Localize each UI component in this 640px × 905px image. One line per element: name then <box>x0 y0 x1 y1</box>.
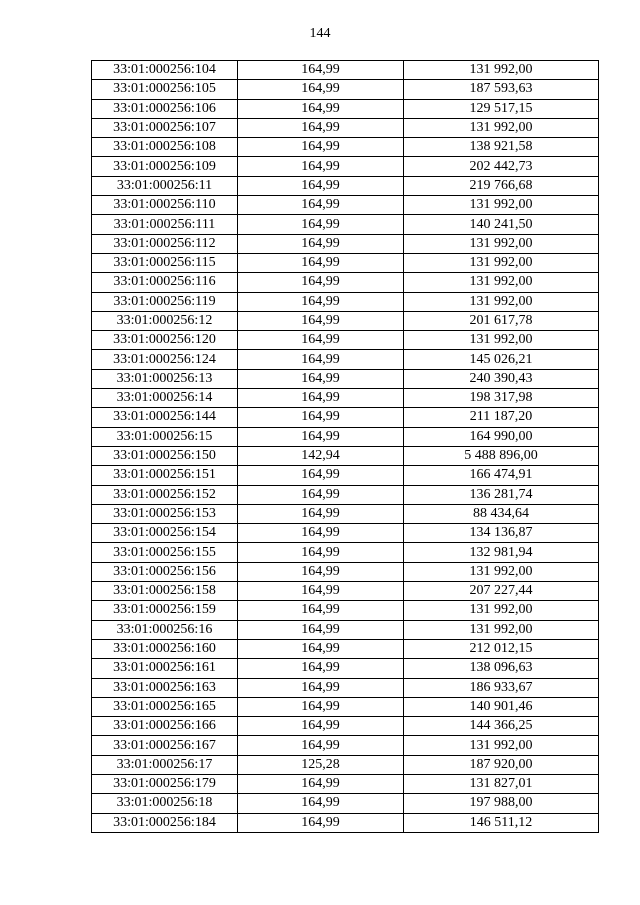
value-cell: 140 901,46 <box>404 697 599 716</box>
table-row <box>92 176 599 195</box>
value-cell: 212 012,15 <box>404 639 599 658</box>
table-row <box>92 620 599 639</box>
table-row <box>92 408 599 427</box>
cadastral-number-cell: 33:01:000256:165 <box>92 697 238 716</box>
value-cell: 211 187,20 <box>404 408 599 427</box>
area-cell: 164,99 <box>238 736 404 755</box>
value-cell: 131 992,00 <box>404 562 599 581</box>
area-cell: 164,99 <box>238 813 404 832</box>
table-row <box>92 369 599 388</box>
cadastral-number-cell: 33:01:000256:109 <box>92 157 238 176</box>
table-row <box>92 774 599 793</box>
table-row <box>92 562 599 581</box>
value-cell: 219 766,68 <box>404 176 599 195</box>
cadastral-number-cell: 33:01:000256:161 <box>92 659 238 678</box>
value-cell: 129 517,15 <box>404 99 599 118</box>
table-row <box>92 639 599 658</box>
cadastral-number-cell: 33:01:000256:11 <box>92 176 238 195</box>
value-cell: 131 992,00 <box>404 253 599 272</box>
value-cell: 187 593,63 <box>404 80 599 99</box>
cadastral-number-cell: 33:01:000256:17 <box>92 755 238 774</box>
area-cell: 142,94 <box>238 446 404 465</box>
table-row <box>92 697 599 716</box>
table-row <box>92 118 599 137</box>
cadastral-number-cell: 33:01:000256:110 <box>92 196 238 215</box>
value-cell: 131 992,00 <box>404 196 599 215</box>
cadastral-number-cell: 33:01:000256:119 <box>92 292 238 311</box>
cadastral-number-cell: 33:01:000256:144 <box>92 408 238 427</box>
area-cell: 125,28 <box>238 755 404 774</box>
value-cell: 138 921,58 <box>404 138 599 157</box>
area-cell: 164,99 <box>238 774 404 793</box>
table-row <box>92 389 599 408</box>
cadastral-number-cell: 33:01:000256:159 <box>92 601 238 620</box>
cadastral-number-cell: 33:01:000256:18 <box>92 794 238 813</box>
value-cell: 138 096,63 <box>404 659 599 678</box>
table-row <box>92 350 599 369</box>
cadastral-number-cell: 33:01:000256:156 <box>92 562 238 581</box>
area-cell: 164,99 <box>238 678 404 697</box>
cadastral-number-cell: 33:01:000256:167 <box>92 736 238 755</box>
table-row <box>92 215 599 234</box>
cadastral-number-cell: 33:01:000256:158 <box>92 582 238 601</box>
area-cell: 164,99 <box>238 369 404 388</box>
cadastral-number-cell: 33:01:000256:151 <box>92 466 238 485</box>
cadastral-number-cell: 33:01:000256:13 <box>92 369 238 388</box>
cadastral-number-cell: 33:01:000256:179 <box>92 774 238 793</box>
area-cell: 164,99 <box>238 331 404 350</box>
table-row <box>92 99 599 118</box>
table-row <box>92 582 599 601</box>
table-row <box>92 659 599 678</box>
value-cell: 131 827,01 <box>404 774 599 793</box>
cadastral-table <box>91 60 599 833</box>
value-cell: 136 281,74 <box>404 485 599 504</box>
cadastral-number-cell: 33:01:000256:108 <box>92 138 238 157</box>
area-cell: 164,99 <box>238 118 404 137</box>
area-cell: 164,99 <box>238 524 404 543</box>
area-cell: 164,99 <box>238 504 404 523</box>
table-row <box>92 427 599 446</box>
value-cell: 131 992,00 <box>404 736 599 755</box>
area-cell: 164,99 <box>238 196 404 215</box>
area-cell: 164,99 <box>238 389 404 408</box>
value-cell: 88 434,64 <box>404 504 599 523</box>
value-cell: 164 990,00 <box>404 427 599 446</box>
table-body <box>92 61 599 833</box>
cadastral-number-cell: 33:01:000256:16 <box>92 620 238 639</box>
value-cell: 202 442,73 <box>404 157 599 176</box>
value-cell: 131 992,00 <box>404 601 599 620</box>
table-row <box>92 736 599 755</box>
area-cell: 164,99 <box>238 408 404 427</box>
cadastral-number-cell: 33:01:000256:154 <box>92 524 238 543</box>
table-row <box>92 485 599 504</box>
area-cell: 164,99 <box>238 99 404 118</box>
page-number: 144 <box>309 26 331 41</box>
area-cell: 164,99 <box>238 292 404 311</box>
cadastral-number-cell: 33:01:000256:111 <box>92 215 238 234</box>
area-cell: 164,99 <box>238 157 404 176</box>
table-row <box>92 466 599 485</box>
area-cell: 164,99 <box>238 697 404 716</box>
value-cell: 240 390,43 <box>404 369 599 388</box>
cadastral-number-cell: 33:01:000256:155 <box>92 543 238 562</box>
cadastral-number-cell: 33:01:000256:184 <box>92 813 238 832</box>
table-row <box>92 311 599 330</box>
cadastral-number-cell: 33:01:000256:160 <box>92 639 238 658</box>
value-cell: 134 136,87 <box>404 524 599 543</box>
table-row <box>92 292 599 311</box>
area-cell: 164,99 <box>238 350 404 369</box>
table-row <box>92 80 599 99</box>
area-cell: 164,99 <box>238 543 404 562</box>
cadastral-number-cell: 33:01:000256:115 <box>92 253 238 272</box>
value-cell: 140 241,50 <box>404 215 599 234</box>
area-cell: 164,99 <box>238 138 404 157</box>
value-cell: 132 981,94 <box>404 543 599 562</box>
value-cell: 198 317,98 <box>404 389 599 408</box>
cadastral-number-cell: 33:01:000256:124 <box>92 350 238 369</box>
cadastral-number-cell: 33:01:000256:150 <box>92 446 238 465</box>
area-cell: 164,99 <box>238 794 404 813</box>
table-row <box>92 813 599 832</box>
area-cell: 164,99 <box>238 61 404 80</box>
value-cell: 131 992,00 <box>404 273 599 292</box>
value-cell: 166 474,91 <box>404 466 599 485</box>
value-cell: 131 992,00 <box>404 234 599 253</box>
cadastral-number-cell: 33:01:000256:166 <box>92 717 238 736</box>
value-cell: 207 227,44 <box>404 582 599 601</box>
table-row <box>92 504 599 523</box>
cadastral-number-cell: 33:01:000256:12 <box>92 311 238 330</box>
cadastral-number-cell: 33:01:000256:107 <box>92 118 238 137</box>
table-row <box>92 601 599 620</box>
value-cell: 131 992,00 <box>404 118 599 137</box>
table-row <box>92 794 599 813</box>
area-cell: 164,99 <box>238 562 404 581</box>
cadastral-number-cell: 33:01:000256:153 <box>92 504 238 523</box>
cadastral-number-cell: 33:01:000256:14 <box>92 389 238 408</box>
area-cell: 164,99 <box>238 717 404 736</box>
area-cell: 164,99 <box>238 601 404 620</box>
area-cell: 164,99 <box>238 215 404 234</box>
area-cell: 164,99 <box>238 234 404 253</box>
area-cell: 164,99 <box>238 273 404 292</box>
value-cell: 145 026,21 <box>404 350 599 369</box>
table-row <box>92 755 599 774</box>
area-cell: 164,99 <box>238 176 404 195</box>
table-row <box>92 678 599 697</box>
value-cell: 131 992,00 <box>404 620 599 639</box>
cadastral-number-cell: 33:01:000256:120 <box>92 331 238 350</box>
area-cell: 164,99 <box>238 427 404 446</box>
area-cell: 164,99 <box>238 80 404 99</box>
value-cell: 186 933,67 <box>404 678 599 697</box>
value-cell: 187 920,00 <box>404 755 599 774</box>
cadastral-number-cell: 33:01:000256:104 <box>92 61 238 80</box>
area-cell: 164,99 <box>238 639 404 658</box>
table-row <box>92 196 599 215</box>
table-row <box>92 61 599 80</box>
table-row <box>92 138 599 157</box>
value-cell: 144 366,25 <box>404 717 599 736</box>
area-cell: 164,99 <box>238 485 404 504</box>
cadastral-number-cell: 33:01:000256:105 <box>92 80 238 99</box>
value-cell: 146 511,12 <box>404 813 599 832</box>
value-cell: 201 617,78 <box>404 311 599 330</box>
table-row <box>92 331 599 350</box>
value-cell: 5 488 896,00 <box>404 446 599 465</box>
value-cell: 131 992,00 <box>404 331 599 350</box>
area-cell: 164,99 <box>238 659 404 678</box>
table-row <box>92 273 599 292</box>
cadastral-number-cell: 33:01:000256:112 <box>92 234 238 253</box>
table-row <box>92 234 599 253</box>
area-cell: 164,99 <box>238 466 404 485</box>
area-cell: 164,99 <box>238 311 404 330</box>
cadastral-number-cell: 33:01:000256:15 <box>92 427 238 446</box>
area-cell: 164,99 <box>238 582 404 601</box>
value-cell: 131 992,00 <box>404 61 599 80</box>
table-row <box>92 543 599 562</box>
cadastral-number-cell: 33:01:000256:152 <box>92 485 238 504</box>
table-row <box>92 717 599 736</box>
value-cell: 131 992,00 <box>404 292 599 311</box>
area-cell: 164,99 <box>238 620 404 639</box>
area-cell: 164,99 <box>238 253 404 272</box>
table-row <box>92 253 599 272</box>
table-row <box>92 524 599 543</box>
table-row <box>92 446 599 465</box>
value-cell: 197 988,00 <box>404 794 599 813</box>
table-row <box>92 157 599 176</box>
cadastral-number-cell: 33:01:000256:116 <box>92 273 238 292</box>
cadastral-number-cell: 33:01:000256:163 <box>92 678 238 697</box>
cadastral-number-cell: 33:01:000256:106 <box>92 99 238 118</box>
